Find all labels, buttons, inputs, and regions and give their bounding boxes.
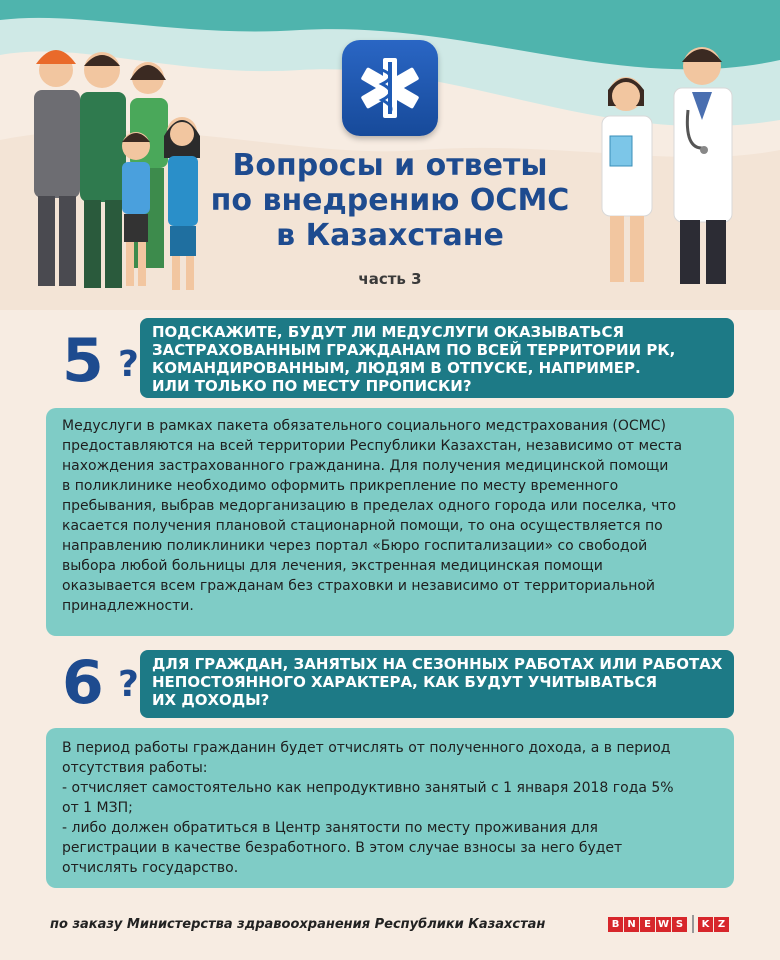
male-doctor-figure bbox=[674, 47, 732, 284]
brand-letter: S bbox=[672, 917, 687, 932]
question-5-banner bbox=[140, 318, 734, 398]
brand-letter: B bbox=[608, 917, 623, 932]
answer-line: отсутствия работы: bbox=[62, 760, 208, 776]
ministry-credit: по заказу Министерства здравоохранения Республики Казахстан bbox=[50, 917, 546, 932]
answer-line: В период работы гражданин будет отчислять от полученного дохода, а в период bbox=[62, 740, 671, 756]
brand-letter: N bbox=[624, 917, 639, 932]
answer-line: выбора любой больницы для лечения, экстренная медицинская помощи bbox=[62, 558, 603, 574]
question-6-banner bbox=[140, 650, 734, 718]
answer-line: нахождения застрахованного гражданина. Для получения медицинской помощи bbox=[62, 458, 669, 474]
answer-line: - либо должен обратиться в Центр занятости по месту проживания для bbox=[62, 820, 598, 836]
answer-line: оказывается всем гражданам без страховки и независимо от территориальной bbox=[62, 578, 656, 594]
question-line: ПОДСКАЖИТЕ, БУДУТ ЛИ МЕДУСЛУГИ ОКАЗЫВАТЬСЯ bbox=[152, 323, 625, 341]
answer-line: предоставляются на всей территории Республики Казахстан, независимо от места bbox=[62, 438, 683, 454]
question-number: 5 bbox=[62, 326, 104, 396]
answer-line: Медуслуги в рамках пакета обязательного социального медстрахования (ОСМС) bbox=[62, 418, 666, 434]
medical-logo bbox=[342, 40, 438, 136]
answer-5-box bbox=[46, 408, 734, 636]
question-line: ИЛИ ТОЛЬКО ПО МЕСТУ ПРОПИСКИ? bbox=[152, 377, 472, 395]
answer-6-box bbox=[46, 728, 734, 888]
question-line: КОМАНДИРОВАННЫМ, ЛЮДЯМ В ОТПУСКЕ, НАПРИМЕР. bbox=[152, 359, 641, 377]
question-mark-icon: ? bbox=[118, 664, 139, 705]
answer-line: пребывания, выбрав медорганизацию в пределах одного города или поселка, что bbox=[62, 498, 677, 514]
question-line: ЗАСТРАХОВАННЫМ ГРАЖДАНАМ ПО ВСЕЙ ТЕРРИТОРИИ РК, bbox=[152, 341, 676, 359]
answer-line: в поликлинике необходимо оформить прикрепление по месту временного bbox=[62, 478, 619, 494]
worker-figure bbox=[34, 50, 80, 286]
answer-line: касается получения плановой стационарной помощи, то она осуществляется по bbox=[62, 518, 663, 534]
brand-divider bbox=[692, 915, 694, 933]
question-mark-icon: ? bbox=[118, 344, 139, 385]
answer-line: направлению поликлиники через портал «Бюро госпитализации» со свободой bbox=[62, 538, 648, 554]
brand-letter: Z bbox=[714, 917, 729, 932]
answer-line: от 1 МЗП; bbox=[62, 800, 133, 816]
title-line: в Казахстане bbox=[276, 218, 504, 253]
girl-figure bbox=[164, 117, 200, 290]
brand-letter: W bbox=[657, 918, 670, 930]
title-line: по внедрению ОСМС bbox=[210, 183, 570, 218]
brand-letter: E bbox=[640, 917, 655, 932]
question-line: ИХ ДОХОДЫ? bbox=[152, 691, 270, 709]
medical-star-of-life-icon bbox=[342, 40, 438, 136]
question-line: НЕПОСТОЯННОГО ХАРАКТЕРА, КАК БУДУТ УЧИТЫВАТЬСЯ bbox=[152, 673, 658, 691]
question-line: ДЛЯ ГРАЖДАН, ЗАНЯТЫХ НА СЕЗОННЫХ РАБОТАХ ИЛИ РАБОТАХ bbox=[152, 655, 723, 673]
answer-line: принадлежности. bbox=[62, 598, 194, 614]
brand-letter: K bbox=[698, 917, 713, 932]
title-line: Вопросы и ответы bbox=[232, 148, 548, 183]
family-illustration bbox=[18, 28, 223, 300]
question-number: 6 bbox=[62, 648, 104, 718]
answer-line: - отчисляет самостоятельно как непродуктивно занятый с 1 января 2018 года 5% bbox=[62, 780, 674, 796]
female-doctor-figure bbox=[602, 77, 652, 282]
page-title bbox=[200, 148, 580, 253]
bnews-logo bbox=[608, 914, 730, 934]
father-figure bbox=[80, 52, 126, 288]
page-subtitle: часть 3 bbox=[358, 270, 422, 288]
answer-line: отчислять государство. bbox=[62, 860, 239, 876]
doctors-illustration bbox=[580, 30, 760, 292]
answer-line: регистрации в качестве безработного. В этом случае взносы за него будет bbox=[62, 840, 623, 856]
